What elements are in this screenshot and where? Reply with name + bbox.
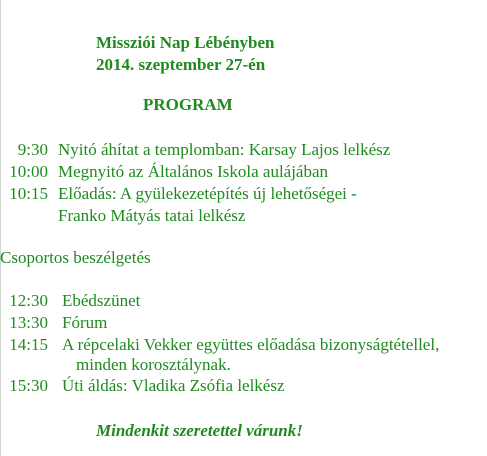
schedule-time: 14:15	[9, 335, 48, 354]
schedule-text: Megnyitó az Általános Iskola aulájában	[58, 162, 329, 181]
schedule-text: Fórum	[62, 313, 108, 332]
closing-invitation: Mindenkit szeretettel várunk!	[96, 421, 303, 440]
schedule-text: Nyitó áhítat a templomban: Karsay Lajos lelkész	[58, 140, 391, 159]
event-title: Missziói Nap Lébényben	[96, 33, 275, 52]
schedule-text: Ebédszünet	[62, 291, 141, 310]
schedule-time: 10:15	[9, 184, 48, 203]
schedule-text: A répcelaki Vekker együttes előadása bizonyságtétellel,	[62, 335, 440, 354]
schedule-time: 13:30	[9, 313, 48, 332]
schedule-time: 10:00	[9, 162, 48, 181]
event-date: 2014. szeptember 27-én	[96, 55, 266, 74]
schedule-time: 15:30	[9, 376, 48, 395]
group-discussion: Csoportos beszélgetés	[0, 248, 151, 267]
schedule-text: Úti áldás: Vladika Zsófia lelkész	[62, 376, 285, 395]
schedule-time: 9:30	[17, 140, 48, 159]
program-heading: PROGRAM	[143, 95, 233, 114]
schedule-time: 12:30	[9, 291, 48, 310]
schedule-text: Előadás: A gyülekezetépítés új lehetőségei -	[58, 184, 357, 203]
schedule-continuation: Franko Mátyás tatai lelkész	[58, 206, 246, 225]
schedule-continuation: minden korosztálynak.	[76, 355, 231, 374]
